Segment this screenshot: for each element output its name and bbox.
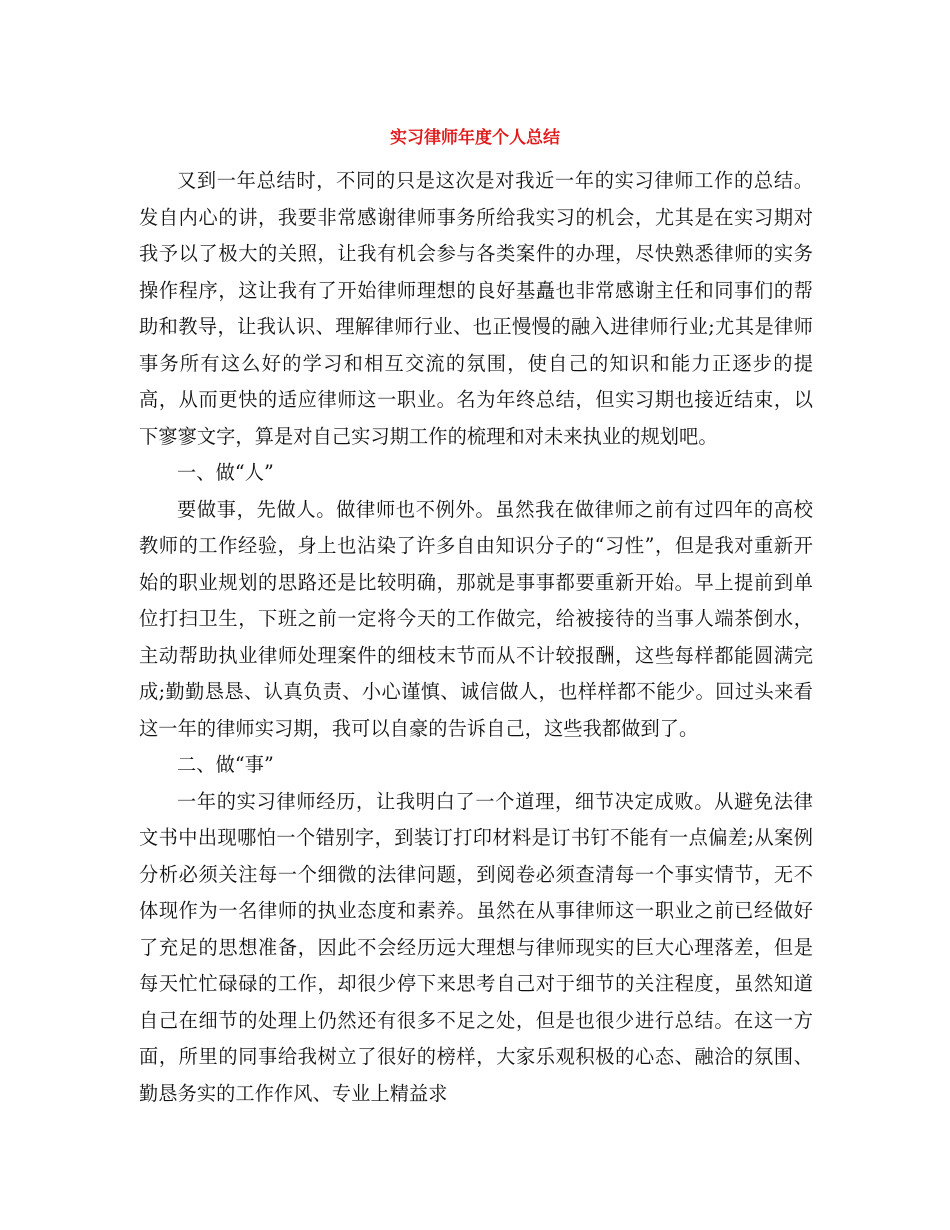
section-heading-2: 二、做“事” <box>177 753 274 776</box>
section-heading-1: 一、做“人” <box>177 461 274 484</box>
paragraph-intro: 又到一年总结时，不同的只是这次是对我近一年的实习律师工作的总结。发自内心的讲，我要非常感谢律师事务所给我实习的机会，尤其是在实习期对我予以了极大的关照，让我有机会参与各类案件的办理，尽快熟悉律师的实务操作程序，这让我有了开始律师理想的良好基矗也非常感谢主任和同事们的帮助和教导，让我认识、理解律师行业、也正慢慢的融入进律师行业;尤其是律师事务所有这么好的学习和相互交流的氛围，使自己的知识和能力正逐步的提高，从而更快的适应律师这一职业。名为年终总结，但实习期也接近结束，以下寥寥文字，算是对自己实习期工作的梳理和对未来执业的规划吧。 <box>139 169 813 448</box>
document-body <box>139 163 813 1112</box>
paragraph-section-2: 一年的实习律师经历，让我明白了一个道理，细节决定成败。从避免法律文书中出现哪怕一个错别字，到装订打印材料是订书钉不能有一点偏差;从案例分析必须关注每一个细微的法律问题，到阅卷必须查清每一个事实情节，无不体现作为一名律师的执业态度和素养。虽然在从事律师这一职业之前已经做好了充足的思想准备，因此不会经历远大理想与律师现实的巨大心理落差，但是每天忙忙碌碌的工作，却很少停下来思考自己对于细节的关注程度，虽然知道自己在细节的处理上仍然还有很多不足之处，但是也很少进行总结。在这一方面，所里的同事给我树立了很好的榜样，大家乐观积极的心态、融洽的氛围、勤恳务实的工作作风、专业上精益求 <box>139 789 813 1105</box>
document-title: 实习律师年度个人总结 <box>390 128 560 148</box>
paragraph-section-1: 要做事，先做人。做律师也不例外。虽然我在做律师之前有过四年的高校教师的工作经验，身上也沾染了许多自由知识分子的“习性”，但是我对重新开始的职业规划的思路还是比较明确，那就是事事都要重新开始。早上提前到单位打扫卫生，下班之前一定将今天的工作做完，给被接待的当事人端茶倒水，主动帮助执业律师处理案件的细枝末节而从不计较报酬，这些每样都能圆满完成;勤勤恳恳、认真负责、小心谨慎、诚信做人，也样样都不能少。回过头来看这一年的律师实习期，我可以自豪的告诉自己，这些我都做到了。 <box>139 497 813 740</box>
